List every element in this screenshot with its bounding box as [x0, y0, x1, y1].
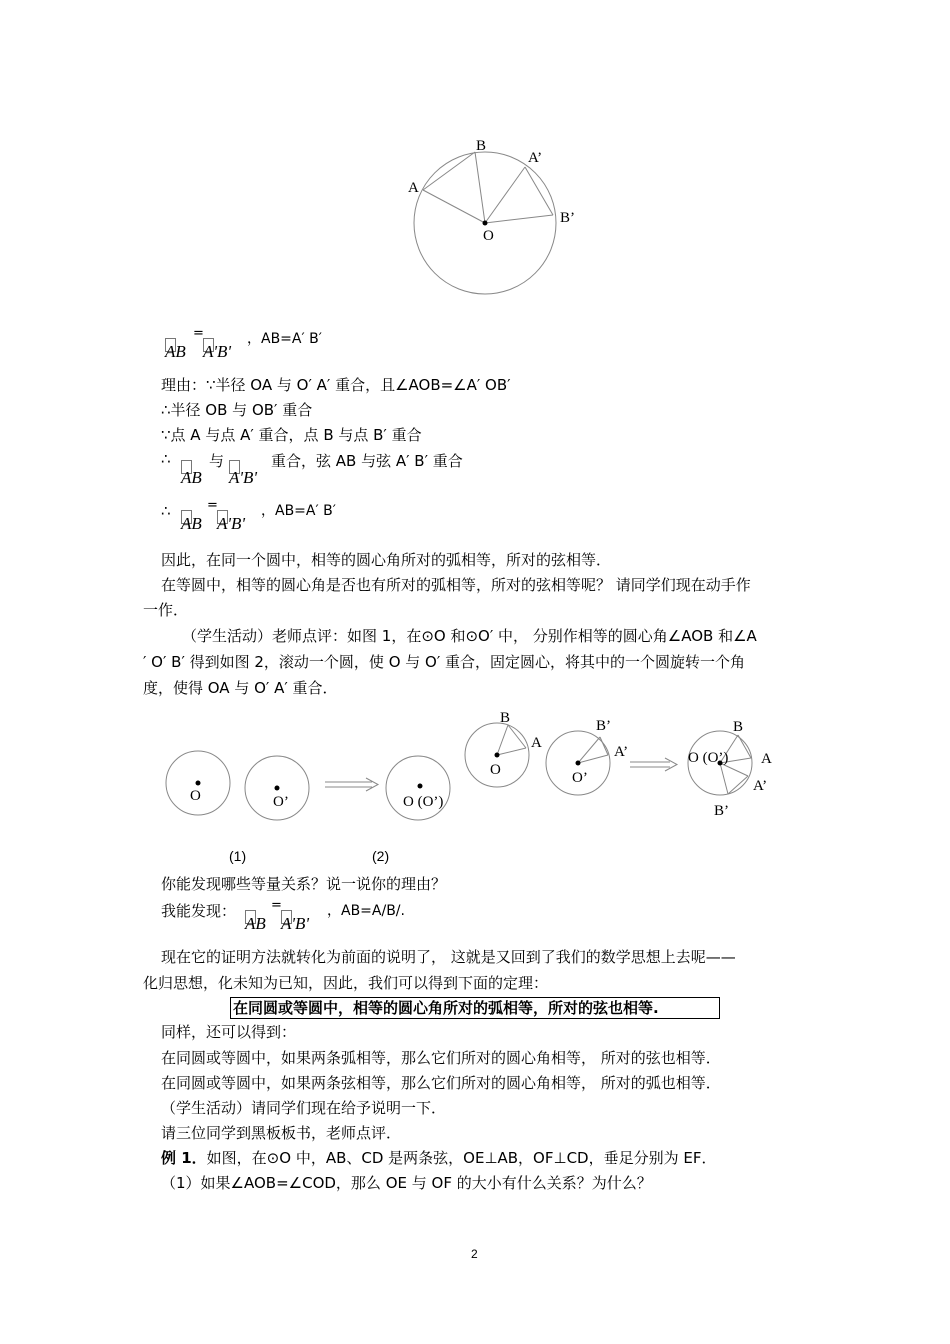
c6-label-O: O (O’) — [688, 750, 729, 766]
corollary-1: 在同圆或等圆中，如果两条弧相等，那么它们所对的圆心角相等， 所对的弦也相等． — [161, 1049, 721, 1067]
paragraph-method-1: 现在它的证明方法就转化为前面的说明了， 这就是又回到了我们的数学思想上去呢—— — [161, 948, 736, 966]
corollary-2: 在同圆或等圆中，如果两条弦相等，那么它们所对的圆心角相等， 所对的弧也相等． — [161, 1074, 721, 1092]
arrow-right-icon — [325, 778, 378, 791]
likewise-line: 同样，还可以得到： — [161, 1023, 297, 1041]
reason-line-4: ∴ AB 与 A'B' 重合，弦 AB 与弦 A′ B′ 重合 — [161, 450, 463, 487]
c6-label-A-prime: A’ — [753, 778, 768, 794]
label-A-prime: A’ — [528, 150, 543, 166]
c5-label-O: O’ — [572, 770, 588, 786]
c6-label-B-prime: B’ — [714, 803, 729, 819]
figure-caption-2: (2) — [372, 848, 390, 864]
label-B: B — [476, 138, 487, 154]
c1-label-O: O — [190, 788, 201, 804]
paragraph-activity-2: ′ O′ B′ 得到如图 2，滚动一个圆，使 O 与 O′ 重合，固定圆心，将其中的一个圆旋转一个角 — [143, 653, 746, 671]
example-label: 例 1． — [161, 1149, 207, 1167]
paragraph-question-2: 一作． — [143, 601, 189, 619]
question-line: 你能发现哪些等量关系？说一说你的理由？ — [161, 875, 447, 893]
paragraph-question-1: 在等圆中，相等的圆心角是否也有所对的弧相等，所对的弦相等呢？ 请同学们现在动手作 — [161, 576, 751, 594]
c4-label-O: O — [490, 762, 501, 778]
paragraph-method-2: 化归思想，化未知为已知，因此，我们可以得到下面的定理： — [143, 974, 549, 992]
example-text: 如图，在⊙O 中，AB、CD 是两条弦，OE⊥AB，OF⊥CD，垂足分别为 EF． — [206, 1149, 717, 1167]
c6-label-A: A — [761, 751, 772, 767]
figure-rotation-circle — [400, 135, 590, 310]
c3-label-O: O (O’) — [403, 794, 444, 810]
paragraph-activity-1: （学生活动）老师点评：如图 1，在⊙O 和⊙O′ 中， 分别作相等的圆心角∠AOB 和∠A — [182, 627, 757, 645]
activity-line: （学生活动）请同学们现在给予说明一下． — [161, 1099, 447, 1117]
example-question-1: （1）如果∠AOB=∠COD，那么 OE 与 OF 的大小有什么关系？为什么？ — [161, 1174, 652, 1192]
c6-label-B: B — [733, 719, 744, 735]
figure-equal-circles — [160, 700, 800, 830]
paragraph-conclusion: 因此，在同一个圆中，相等的圆心角所对的弧相等，所对的弦相等． — [161, 551, 612, 569]
figure-caption-1: (1) — [229, 848, 247, 864]
reason-line-2: ∴半径 OB 与 OB′ 重合 — [161, 401, 313, 419]
reason-line-1: 理由：∵半径 OA 与 O′ A′ 重合，且∠AOB=∠A′ OB′ — [161, 376, 511, 394]
found-line: 我能发现： AB = A'B' ，AB=A/B/. — [161, 898, 405, 933]
reason-line-5: ∴ AB = A'B' ，AB=A′ B′ — [161, 498, 336, 533]
page-number: 2 — [471, 1247, 478, 1261]
c4-label-A: A — [531, 735, 542, 751]
paragraph-activity-3: 度，使得 OA 与 O′ A′ 重合． — [143, 679, 338, 697]
c5-label-A: A’ — [614, 744, 629, 760]
theorem-box: 在同圆或等圆中，相等的圆心角所对的弧相等，所对的弦也相等. — [230, 997, 720, 1019]
example-line — [161, 1148, 716, 1168]
label-A: A — [408, 180, 419, 196]
equation-arc-equal-1: AB = A'B' ，AB=A′ B′ — [165, 326, 322, 361]
c4-label-B: B — [500, 710, 511, 726]
c5-label-B: B’ — [596, 718, 611, 734]
label-O: O — [483, 228, 494, 244]
label-B-prime: B’ — [560, 210, 575, 226]
arrow-right-icon — [630, 758, 677, 771]
c2-label-O: O’ — [273, 794, 289, 810]
reason-line-3: ∵点 A 与点 A′ 重合，点 B 与点 B′ 重合 — [161, 426, 422, 444]
board-line: 请三位同学到黑板板书，老师点评． — [161, 1124, 402, 1142]
